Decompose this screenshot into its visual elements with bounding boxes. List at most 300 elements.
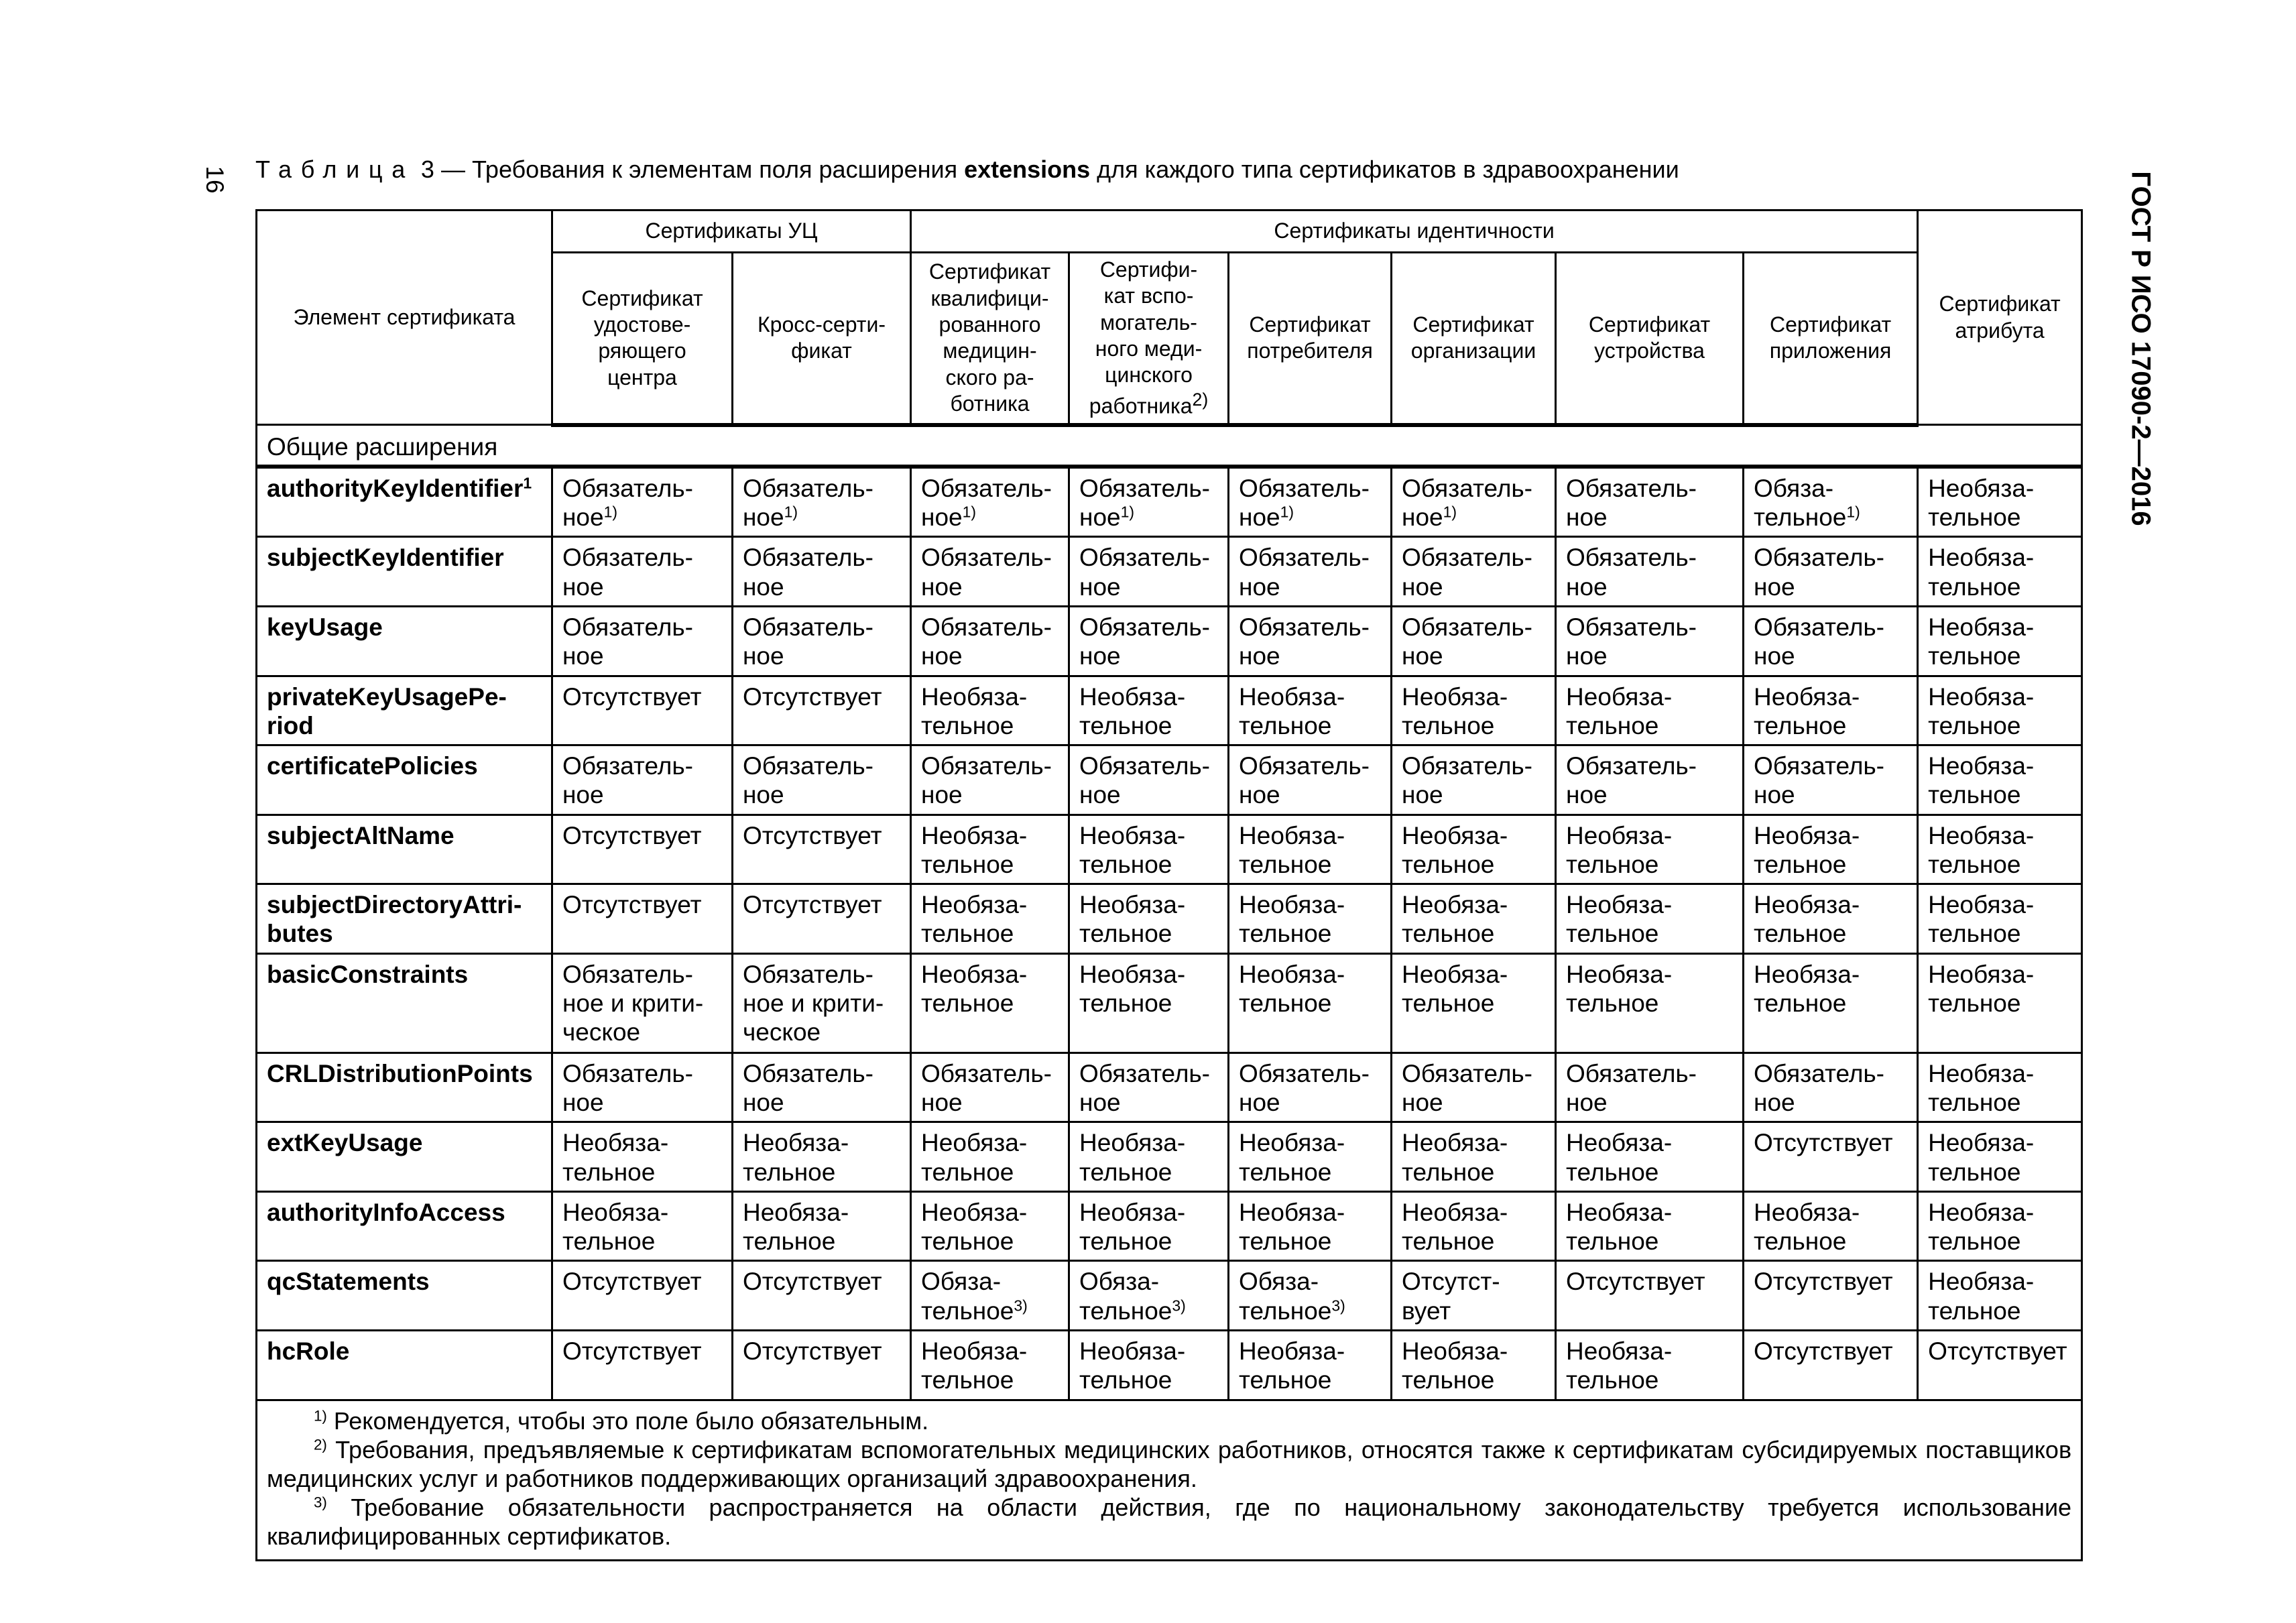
requirement-value: Необяза- тельное [1566, 1337, 1673, 1394]
requirement-cell [1556, 467, 1744, 537]
requirement-cell [1069, 1191, 1229, 1261]
requirement-value: Необяза- тельное [1239, 1337, 1345, 1394]
requirement-cell [1229, 1261, 1392, 1331]
table-row [257, 953, 2082, 1053]
requirement-footnote-mark: 3) [1172, 1297, 1186, 1315]
requirement-value: Необяза- тельное [1566, 960, 1673, 1018]
requirement-footnote-mark: 1) [1443, 503, 1457, 521]
requirement-cell [1918, 1191, 2082, 1261]
requirement-value: Отсутствует [743, 891, 882, 919]
requirement-cell [1918, 884, 2082, 954]
requirement-value: Необяза- тельное [1754, 891, 1860, 948]
requirement-cell [1229, 953, 1392, 1053]
requirement-value: Необяза- тельное [921, 891, 1028, 948]
requirement-cell [911, 467, 1069, 537]
requirement-value: Обязатель- ное [1566, 613, 1697, 670]
document-code: ГОСТ Р ИСО 17090-2—2016 [2126, 171, 2156, 526]
requirement-footnote-mark: 1) [1120, 503, 1135, 521]
element-name: subjectAltName [267, 821, 455, 849]
table-row [257, 606, 2082, 676]
element-name-cell [257, 1331, 552, 1400]
header-group-identity: Сертификаты идентичности [911, 211, 1918, 253]
requirement-value: Обязатель- ное [1239, 474, 1370, 532]
requirement-cell [552, 884, 733, 954]
requirement-cell [911, 745, 1069, 815]
requirement-cell [1229, 1191, 1392, 1261]
requirement-value: Необяза- тельное [1566, 891, 1673, 948]
requirement-footnote-mark: 1) [962, 503, 977, 521]
element-name: authorityKeyIdentifier [267, 474, 524, 502]
requirement-cell [911, 537, 1069, 607]
requirement-value: Отсутст- вует [1402, 1268, 1500, 1325]
requirement-cell [1918, 745, 2082, 815]
requirement-value: Необяза- тельное [1566, 682, 1673, 739]
requirement-value: Обязатель- ное [562, 1059, 693, 1117]
requirement-value: Обязатель- ное [1402, 613, 1533, 670]
requirement-cell [1744, 1053, 1918, 1122]
requirement-cell [1392, 1331, 1556, 1400]
requirement-value: Обязатель- ное [743, 544, 873, 601]
element-name: basicConstraints [267, 960, 469, 988]
requirement-value: Необяза- тельное [921, 960, 1028, 1018]
requirement-value: Отсутствует [743, 821, 882, 849]
requirement-value: Необяза- тельное [1928, 1268, 2035, 1325]
requirement-cell [911, 676, 1069, 745]
header-col-auxiliary-worker [1069, 253, 1229, 425]
requirement-cell [1069, 1122, 1229, 1192]
header-col-consumer: Сертификат потребителя [1229, 253, 1392, 425]
requirement-cell [733, 606, 911, 676]
requirement-value: Необяза- тельное [1754, 1198, 1860, 1256]
table-row [257, 1053, 2082, 1122]
element-name: CRLDistributionPoints [267, 1059, 533, 1087]
footnote-3 [267, 1493, 2071, 1551]
requirement-cell [1392, 537, 1556, 607]
requirement-value: Необяза- тельное [1928, 752, 2035, 809]
table-row [257, 815, 2082, 884]
requirement-value: Обяза- тельное [1079, 1268, 1172, 1325]
element-name: hcRole [267, 1337, 350, 1365]
requirement-cell [552, 1261, 733, 1331]
requirement-cell [1556, 1053, 1744, 1122]
requirement-value: Необяза- тельное [1928, 544, 2035, 601]
footnote-1-mark: 1) [314, 1407, 327, 1425]
requirement-value: Обязатель- ное [1566, 544, 1697, 601]
requirement-value: Необяза- тельное [1928, 474, 2035, 532]
requirement-value: Обязатель- ное [921, 544, 1052, 601]
requirement-cell [1229, 1053, 1392, 1122]
requirement-value: Необяза- тельное [1079, 821, 1186, 878]
requirement-cell [1069, 1053, 1229, 1122]
requirement-value: Отсутствует [1928, 1337, 2067, 1365]
requirement-cell [1392, 606, 1556, 676]
requirement-value: Необяза- тельное [1079, 960, 1186, 1018]
requirement-cell [552, 676, 733, 745]
requirement-value: Необяза- тельное [1079, 891, 1186, 948]
requirement-value: Необяза- тельное [1079, 1337, 1186, 1394]
requirement-value: Обязатель- ное [1754, 1059, 1885, 1117]
requirement-value: Необяза- тельное [1928, 891, 2035, 948]
requirement-value: Обязатель- ное [1566, 752, 1697, 809]
requirement-cell [1744, 1122, 1918, 1192]
requirement-value: Обязатель- ное [1566, 1059, 1697, 1117]
requirement-value: Обязатель- ное и крити- ческое [562, 960, 704, 1046]
requirement-cell [1392, 1191, 1556, 1261]
requirement-cell [1229, 815, 1392, 884]
requirement-cell [1744, 467, 1918, 537]
requirement-cell [733, 1331, 911, 1400]
requirement-value: Отсутствует [1754, 1129, 1893, 1157]
requirement-value: Обязатель- ное [921, 613, 1052, 670]
table-row [257, 1261, 2082, 1331]
requirement-value: Необяза- тельное [1402, 1129, 1508, 1186]
requirement-cell [1392, 815, 1556, 884]
requirement-value: Отсутствует [743, 1268, 882, 1296]
requirement-value: Обязатель- ное [1566, 474, 1697, 532]
requirement-cell [1744, 1191, 1918, 1261]
requirement-value: Необяза- тельное [1402, 891, 1508, 948]
requirement-value: Обязатель- ное [1079, 1059, 1211, 1117]
requirement-cell [552, 1122, 733, 1192]
requirement-value: Необяза- тельное [921, 1198, 1028, 1256]
requirement-value: Необяза- тельное [1928, 1198, 2035, 1256]
element-name: subjectKeyIdentifier [267, 544, 504, 572]
requirement-cell [1744, 676, 1918, 745]
requirement-cell [911, 1122, 1069, 1192]
requirement-value: Необяза- тельное [1402, 1337, 1508, 1394]
requirement-value: Необяза- тельное [1566, 1129, 1673, 1186]
requirement-cell [1392, 1122, 1556, 1192]
requirement-value: Необяза- тельное [1239, 1198, 1345, 1256]
element-name-cell [257, 745, 552, 815]
table-caption [255, 156, 1679, 184]
header-col-application: Сертификат приложения [1744, 253, 1918, 425]
requirement-value: Отсутствует [743, 682, 882, 711]
requirement-value: Необяза- тельное [1079, 1129, 1186, 1186]
requirement-value: Обязатель- ное [743, 752, 873, 809]
requirement-cell [911, 1191, 1069, 1261]
requirement-value: Необяза- тельное [1402, 682, 1508, 739]
requirement-cell [552, 537, 733, 607]
requirement-value: Необяза- тельное [921, 682, 1028, 739]
requirement-cell [911, 1053, 1069, 1122]
requirement-cell [733, 467, 911, 537]
requirement-value: Необяза- тельное [1928, 1129, 2035, 1186]
requirement-cell [1229, 676, 1392, 745]
requirement-cell [1069, 884, 1229, 954]
requirement-value: Отсутствует [562, 891, 702, 919]
requirement-footnote-mark: 1) [603, 503, 617, 521]
table-row [257, 1331, 2082, 1400]
requirement-cell [1069, 1331, 1229, 1400]
requirement-value: Необяза- тельное [921, 1129, 1028, 1186]
requirement-value: Необяза- тельное [1402, 821, 1508, 878]
requirement-cell [1229, 745, 1392, 815]
requirement-cell [1069, 815, 1229, 884]
requirement-value: Обязатель- ное [1079, 613, 1211, 670]
requirement-value: Обязатель- ное [1754, 544, 1885, 601]
requirement-cell [1744, 884, 1918, 954]
requirement-cell [1392, 676, 1556, 745]
requirement-value: Отсутствует [562, 1268, 702, 1296]
requirement-value: Необяза- тельное [1239, 821, 1345, 878]
requirement-cell [1918, 1331, 2082, 1400]
requirement-value: Обяза- тельное [1754, 474, 1847, 532]
requirement-value: Отсутствует [1566, 1268, 1705, 1296]
requirement-cell [1229, 1331, 1392, 1400]
requirement-cell [911, 815, 1069, 884]
requirement-cell [552, 1191, 733, 1261]
requirement-footnote-mark: 1) [784, 503, 798, 521]
requirement-cell [1918, 606, 2082, 676]
requirement-value: Отсутствует [743, 1337, 882, 1365]
requirement-value: Необяза- тельное [1402, 960, 1508, 1018]
requirement-value: Обязатель- ное [562, 474, 693, 532]
requirement-value: Обязатель- ное [743, 1059, 873, 1117]
header-col-ca-certificate: Сертификат удостове- ряющего центра [552, 253, 733, 425]
requirement-value: Необяза- тельное [921, 821, 1028, 878]
requirement-cell [552, 467, 733, 537]
requirement-cell [1556, 745, 1744, 815]
requirement-cell [552, 745, 733, 815]
requirement-value: Обязатель- ное [1079, 544, 1211, 601]
requirement-value: Необяза- тельное [921, 1337, 1028, 1394]
requirement-cell [1556, 1331, 1744, 1400]
requirement-value: Необяза- тельное [1566, 821, 1673, 878]
requirement-cell [1392, 1053, 1556, 1122]
requirement-value: Необяза- тельное [1079, 682, 1186, 739]
table-row [257, 676, 2082, 745]
element-name-cell [257, 1261, 552, 1331]
requirement-value: Обязатель- ное [562, 613, 693, 670]
requirement-value: Необяза- тельное [1928, 613, 2035, 670]
requirement-value: Обязатель- ное [1754, 752, 1885, 809]
requirement-value: Необяза- тельное [562, 1129, 669, 1186]
header-col-auxiliary-worker-note: 2) [1192, 389, 1209, 410]
requirement-value: Отсутствует [562, 1337, 702, 1365]
footnote-2-text: Требования, предъявляемые к сертификатам вспомогательных медицинских работников, относятся также к сертификатам субсидируемых поставщиков медицинских услуг и работников поддерживающих организаций здравоохранения. [267, 1435, 2072, 1492]
requirement-value: Обязатель- ное [562, 752, 693, 809]
requirement-cell [1918, 953, 2082, 1053]
header-group-ca: Сертификаты УЦ [552, 211, 911, 253]
requirement-value: Необяза- тельное [743, 1198, 849, 1256]
requirement-cell [1229, 606, 1392, 676]
requirement-value: Обяза- тельное [921, 1268, 1014, 1325]
element-name-cell [257, 1053, 552, 1122]
requirement-cell [911, 606, 1069, 676]
requirement-cell [733, 745, 911, 815]
caption-text-before: 3 — Требования к элементам поля расширения [414, 156, 965, 183]
header-col-qualified-professional: Сертификат квалифици- рованного медицин- ского ра- ботника [911, 253, 1069, 425]
requirement-value: Необяза- тельное [1239, 1129, 1345, 1186]
header-col-device: Сертификат устройства [1556, 253, 1744, 425]
header-col-auxiliary-worker-text: Сертифи- кат вспо- могатель- ного меди- цинского работника [1089, 257, 1203, 418]
requirement-value: Необяза- тельное [1754, 960, 1860, 1018]
requirement-value: Обязатель- ное [921, 1059, 1052, 1117]
requirement-cell [1744, 745, 1918, 815]
requirement-value: Обязатель- ное [921, 474, 1052, 532]
table-row [257, 1122, 2082, 1192]
requirement-value: Необяза- тельное [1566, 1198, 1673, 1256]
requirement-cell [911, 1261, 1069, 1331]
requirement-cell [552, 1331, 733, 1400]
requirement-value: Обязатель- ное [1239, 544, 1370, 601]
requirement-cell [1069, 467, 1229, 537]
element-name-cell [257, 606, 552, 676]
requirement-footnote-mark: 1) [1846, 503, 1860, 521]
requirement-cell [1556, 953, 1744, 1053]
element-name: keyUsage [267, 613, 383, 641]
requirement-cell [1918, 1122, 2082, 1192]
element-name-cell [257, 953, 552, 1053]
requirement-value: Необяза- тельное [1928, 960, 2035, 1018]
element-name-cell [257, 1122, 552, 1192]
requirement-value: Обязатель- ное [1402, 1059, 1533, 1117]
footnote-1 [267, 1406, 2071, 1435]
requirement-cell [1918, 1261, 2082, 1331]
requirement-value: Необяза- тельное [1754, 682, 1860, 739]
requirements-table [255, 209, 2083, 1561]
element-name: qcStatements [267, 1268, 430, 1296]
requirement-cell [733, 815, 911, 884]
header-col-organization: Сертификат организации [1392, 253, 1556, 425]
requirement-value: Необяза- тельное [1928, 1059, 2035, 1117]
element-name-cell [257, 884, 552, 954]
requirement-value: Обязатель- ное [1402, 474, 1533, 532]
element-name-footnote-mark: 1 [523, 474, 532, 492]
requirement-cell [1392, 467, 1556, 537]
requirement-cell [1069, 537, 1229, 607]
requirement-value: Обязатель- ное [1239, 613, 1370, 670]
requirement-cell [733, 1053, 911, 1122]
header-element: Элемент сертификата [257, 211, 552, 425]
requirement-value: Необяза- тельное [1928, 821, 2035, 878]
requirement-cell [733, 1191, 911, 1261]
requirement-value: Необяза- тельное [1239, 891, 1345, 948]
element-name: privateKeyUsagePe- riod [267, 682, 507, 739]
requirement-cell [733, 884, 911, 954]
requirement-cell [1918, 1053, 2082, 1122]
requirement-cell [1229, 1122, 1392, 1192]
requirement-cell [1229, 537, 1392, 607]
footnote-2-mark: 2) [314, 1436, 327, 1453]
requirement-value: Обязатель- ное [1402, 544, 1533, 601]
requirement-value: Обязатель- ное [743, 613, 873, 670]
table-row [257, 884, 2082, 954]
element-name: authorityInfoAccess [267, 1198, 505, 1226]
header-col-cross-certificate: Кросс-серти- фикат [733, 253, 911, 425]
requirement-value: Отсутствует [562, 682, 702, 711]
requirement-cell [1744, 1261, 1918, 1331]
requirement-cell [1392, 953, 1556, 1053]
section-general-extensions: Общие расширения [257, 425, 2082, 467]
requirement-footnote-mark: 3) [1331, 1297, 1345, 1315]
caption-text-after: для каждого типа сертификатов в здравоохранении [1090, 156, 1679, 183]
requirement-cell [1069, 1261, 1229, 1331]
caption-label: Таблица [255, 156, 414, 183]
caption-bold-word: extensions [964, 156, 1091, 183]
requirement-cell [1556, 606, 1744, 676]
table-row [257, 745, 2082, 815]
requirement-cell [1556, 537, 1744, 607]
footnote-3-text: Требование обязательности распространяется на области действия, где по национальному законодательству требуется использование квалифицированных сертификатов. [267, 1494, 2072, 1551]
requirement-value: Обяза- тельное [1239, 1268, 1332, 1325]
requirement-cell [1556, 1122, 1744, 1192]
table-row [257, 1191, 2082, 1261]
requirement-value: Необяза- тельное [1079, 1198, 1186, 1256]
requirement-cell [733, 953, 911, 1053]
requirement-value: Необяза- тельное [1239, 682, 1345, 739]
requirement-cell [1392, 745, 1556, 815]
requirement-cell [1556, 1261, 1744, 1331]
table-row [257, 537, 2082, 607]
requirement-value: Обязатель- ное [1079, 752, 1211, 809]
requirement-cell [1069, 606, 1229, 676]
requirement-value: Необяза- тельное [1928, 682, 2035, 739]
table-footnotes [257, 1400, 2082, 1560]
requirement-cell [552, 606, 733, 676]
footnote-2 [267, 1435, 2071, 1493]
requirement-value: Отсутствует [1754, 1337, 1893, 1365]
requirement-value: Отсутствует [1754, 1268, 1893, 1296]
requirement-cell [1918, 467, 2082, 537]
requirement-value: Обязатель- ное [1754, 613, 1885, 670]
requirement-value: Обязатель- ное и крити- ческое [743, 960, 884, 1046]
requirement-cell [1229, 467, 1392, 537]
requirement-cell [1229, 884, 1392, 954]
requirement-cell [1556, 884, 1744, 954]
requirement-cell [1069, 953, 1229, 1053]
requirement-cell [1744, 953, 1918, 1053]
requirement-cell [733, 676, 911, 745]
requirement-cell [1744, 606, 1918, 676]
requirement-cell [733, 537, 911, 607]
requirement-cell [733, 1261, 911, 1331]
footnote-1-text: Рекомендуется, чтобы это поле было обязательным. [333, 1406, 929, 1435]
requirement-footnote-mark: 1) [1280, 503, 1294, 521]
element-name-cell [257, 815, 552, 884]
requirement-cell [552, 1053, 733, 1122]
requirement-cell [1556, 676, 1744, 745]
requirement-footnote-mark: 3) [1014, 1297, 1028, 1315]
requirement-value: Обязатель- ное [921, 752, 1052, 809]
requirement-value: Необяза- тельное [743, 1129, 849, 1186]
requirement-cell [1744, 1331, 1918, 1400]
requirement-cell [1069, 745, 1229, 815]
element-name: certificatePolicies [267, 752, 478, 780]
requirement-cell [1556, 1191, 1744, 1261]
requirement-value: Обязатель- ное [1402, 752, 1533, 809]
requirement-value: Необяза- тельное [1754, 821, 1860, 878]
element-name-cell [257, 467, 552, 537]
requirement-cell [911, 1331, 1069, 1400]
table-row [257, 467, 2082, 537]
requirement-value: Необяза- тельное [1402, 1198, 1508, 1256]
page-number: 16 [201, 166, 229, 194]
requirement-value: Обязатель- ное [1239, 752, 1370, 809]
requirement-cell [1918, 815, 2082, 884]
requirement-cell [733, 1122, 911, 1192]
requirement-cell [1556, 815, 1744, 884]
element-name-cell [257, 1191, 552, 1261]
requirement-cell [1918, 537, 2082, 607]
footnote-3-mark: 3) [314, 1494, 327, 1511]
requirement-cell [911, 884, 1069, 954]
requirement-cell [911, 953, 1069, 1053]
requirement-cell [1744, 815, 1918, 884]
element-name-cell [257, 537, 552, 607]
requirement-value: Необяза- тельное [1239, 960, 1345, 1018]
